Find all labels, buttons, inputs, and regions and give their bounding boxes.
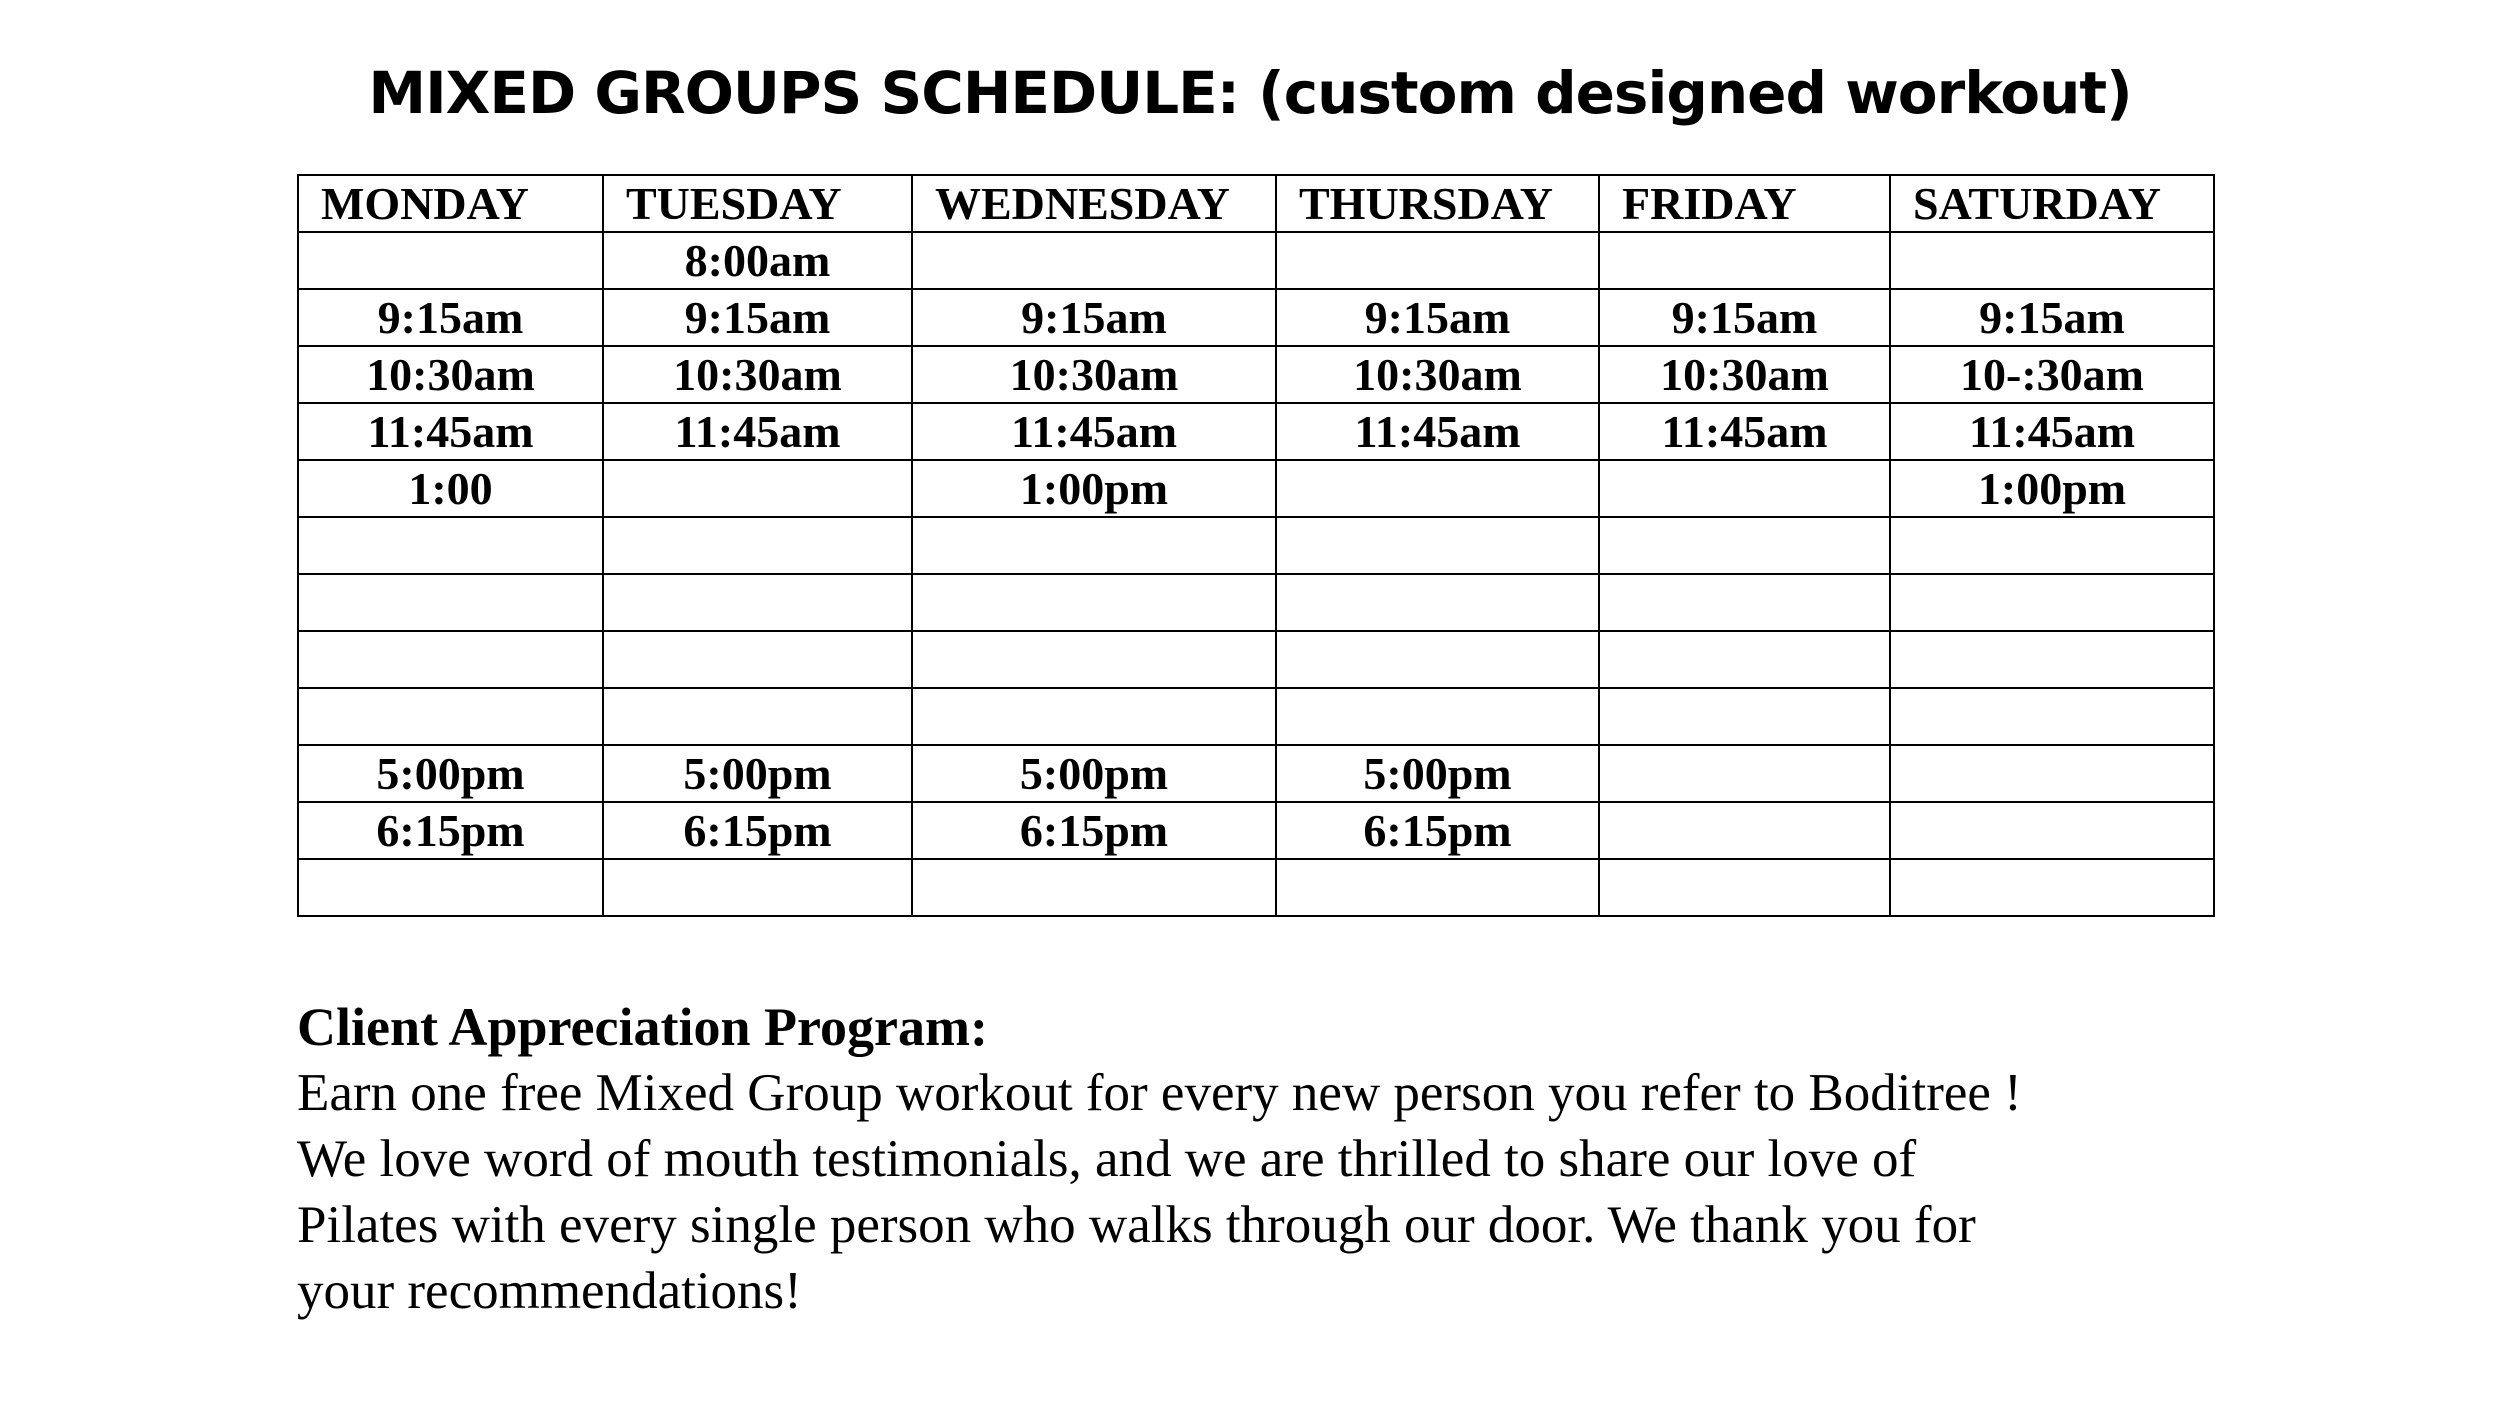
table-row: [298, 859, 2214, 916]
table-row: [298, 346, 2214, 403]
time-slot-cell: [1890, 631, 2214, 688]
time-slot-cell: [1890, 232, 2214, 289]
program-line: We love word of mouth testimonials, and we are thrilled to share our love of: [297, 1130, 1917, 1188]
time-slot-cell: 10:30am: [298, 346, 603, 403]
time-slot-cell: 1:00: [298, 460, 603, 517]
time-slot-cell: [912, 517, 1276, 574]
time-slot-cell: 8:00am: [603, 232, 912, 289]
schedule-body: [298, 232, 2214, 916]
time-slot-cell: 11:45am: [603, 403, 912, 460]
time-slot-cell: [1890, 802, 2214, 859]
time-slot-cell: 5:00pm: [1276, 745, 1599, 802]
time-slot-cell: [1276, 232, 1599, 289]
day-header-tuesday: TUESDAY: [603, 175, 912, 232]
time-slot-cell: 6:15pm: [298, 802, 603, 859]
time-slot-cell: [1599, 745, 1890, 802]
time-slot-cell: 9:15am: [603, 289, 912, 346]
day-header-wednesday: WEDNESDAY: [912, 175, 1276, 232]
table-row: [298, 289, 2214, 346]
program-line: Earn one free Mixed Group workout for every new person you refer to Boditree !: [297, 1064, 2022, 1122]
time-slot-cell: [1599, 631, 1890, 688]
time-slot-cell: 6:15pm: [1276, 802, 1599, 859]
time-slot-cell: [1890, 859, 2214, 916]
time-slot-cell: [912, 631, 1276, 688]
time-slot-cell: 11:45am: [1599, 403, 1890, 460]
time-slot-cell: [1599, 688, 1890, 745]
day-header-thursday: THURSDAY: [1276, 175, 1599, 232]
time-slot-cell: [1890, 517, 2214, 574]
time-slot-cell: [1599, 859, 1890, 916]
time-slot-cell: [912, 574, 1276, 631]
time-slot-cell: 6:15pm: [603, 802, 912, 859]
program-line: your recommendations!: [297, 1262, 802, 1320]
time-slot-cell: 10:30am: [603, 346, 912, 403]
time-slot-cell: [1890, 745, 2214, 802]
time-slot-cell: 9:15am: [1276, 289, 1599, 346]
time-slot-cell: [912, 232, 1276, 289]
time-slot-cell: 11:45am: [1276, 403, 1599, 460]
time-slot-cell: 9:15am: [1890, 289, 2214, 346]
time-slot-cell: 11:45am: [298, 403, 603, 460]
time-slot-cell: [1599, 232, 1890, 289]
time-slot-cell: 10:30am: [912, 346, 1276, 403]
time-slot-cell: [603, 460, 912, 517]
time-slot-cell: [1890, 688, 2214, 745]
time-slot-cell: [912, 859, 1276, 916]
program-heading: Client Appreciation Program:: [297, 997, 988, 1057]
time-slot-cell: 6:15pm: [912, 802, 1276, 859]
time-slot-cell: [1276, 688, 1599, 745]
table-row: [298, 517, 2214, 574]
time-slot-cell: [1276, 517, 1599, 574]
time-slot-cell: [603, 517, 912, 574]
time-slot-cell: [298, 859, 603, 916]
table-row: [298, 631, 2214, 688]
table-row: [298, 802, 2214, 859]
time-slot-cell: 10:30am: [1599, 346, 1890, 403]
table-row: [298, 403, 2214, 460]
time-slot-cell: 1:00pm: [1890, 460, 2214, 517]
time-slot-cell: [912, 688, 1276, 745]
time-slot-cell: 11:45am: [1890, 403, 2214, 460]
time-slot-cell: [298, 574, 603, 631]
time-slot-cell: [298, 232, 603, 289]
time-slot-cell: 5:00pm: [298, 745, 603, 802]
table-row: [298, 574, 2214, 631]
day-header-friday: FRIDAY: [1599, 175, 1890, 232]
time-slot-cell: 9:15am: [912, 289, 1276, 346]
time-slot-cell: [1599, 517, 1890, 574]
time-slot-cell: [1890, 574, 2214, 631]
time-slot-cell: [603, 859, 912, 916]
day-header-saturday: SATURDAY: [1890, 175, 2214, 232]
time-slot-cell: 10-:30am: [1890, 346, 2214, 403]
table-row: [298, 232, 2214, 289]
client-appreciation-program: [297, 994, 2247, 1324]
time-slot-cell: 9:15am: [1599, 289, 1890, 346]
time-slot-cell: [1599, 460, 1890, 517]
time-slot-cell: 1:00pm: [912, 460, 1276, 517]
time-slot-cell: [1276, 574, 1599, 631]
time-slot-cell: [1276, 859, 1599, 916]
time-slot-cell: [298, 517, 603, 574]
time-slot-cell: [298, 631, 603, 688]
time-slot-cell: [603, 688, 912, 745]
header-row: [298, 175, 2214, 232]
time-slot-cell: [298, 688, 603, 745]
schedule-table: [297, 174, 2215, 917]
table-row: [298, 460, 2214, 517]
time-slot-cell: 5:00pm: [603, 745, 912, 802]
time-slot-cell: [1599, 574, 1890, 631]
time-slot-cell: [1276, 460, 1599, 517]
time-slot-cell: 10:30am: [1276, 346, 1599, 403]
time-slot-cell: [1276, 631, 1599, 688]
time-slot-cell: [1599, 802, 1890, 859]
program-line: Pilates with every single person who walks through our door. We thank you for: [297, 1196, 1976, 1254]
table-row: [298, 688, 2214, 745]
time-slot-cell: [603, 574, 912, 631]
time-slot-cell: 9:15am: [298, 289, 603, 346]
day-header-monday: MONDAY: [298, 175, 603, 232]
table-row: [298, 745, 2214, 802]
time-slot-cell: 5:00pm: [912, 745, 1276, 802]
time-slot-cell: 11:45am: [912, 403, 1276, 460]
time-slot-cell: [603, 631, 912, 688]
page-title: MIXED GROUPS SCHEDULE: (custom designed workout): [368, 59, 2132, 127]
